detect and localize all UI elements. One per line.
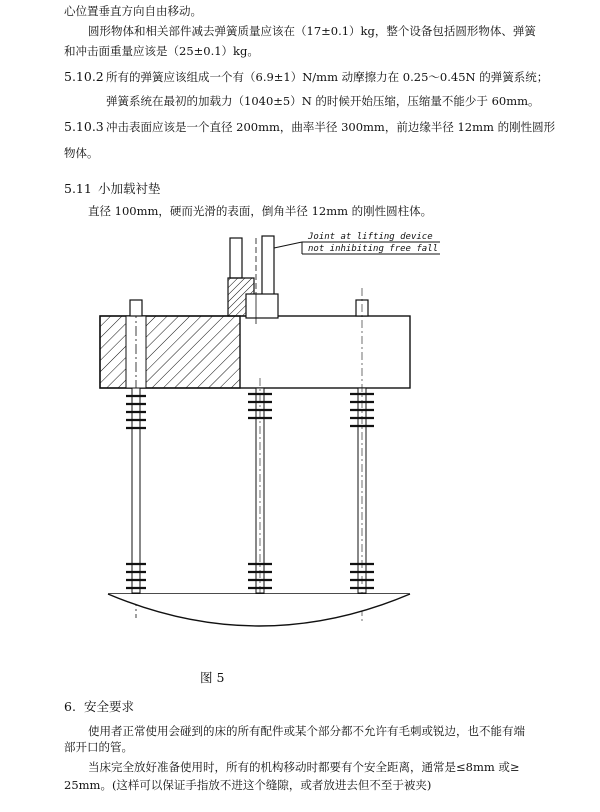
section-5-11-number: 5.11 xyxy=(64,181,92,196)
section-6-number: 6. xyxy=(64,699,76,714)
line-5: 弹簧系统在最初的加载力（1040±5）N 的时候开始压缩，压缩量不能少于 60mm。 xyxy=(106,94,540,108)
line-2: 圆形物体和相关部件减去弹簧质量应该在（17±0.1）kg，整个设备包括圆形物体、弹簧 xyxy=(88,24,536,38)
line-9: 使用者正常使用会碰到的床的所有配件或某个部分都不允许有毛刺或锐边，也不能有端 xyxy=(88,724,525,738)
section-5-10-3-number: 5.10.3 xyxy=(64,119,104,134)
line-12: 25mm。(这样可以保证手指放不进这个缝隙，或者放进去但不至于被夹) xyxy=(64,778,432,792)
annotation-line-1: Joint at lifting device xyxy=(308,232,433,242)
line-11: 当床完全放好准备使用时，所有的机构移动时都要有个安全距离，通常是≤8mm 或≥ xyxy=(88,760,520,774)
line-3: 和冲击面重量应该是（25±0.1）kg。 xyxy=(64,44,259,58)
line-8: 直径 100mm，硬而光滑的表面，倒角半径 12mm 的刚性圆柱体。 xyxy=(88,204,433,218)
line-4: 所有的弹簧应该组成一个有（6.9±1）N/mm 动摩擦力在 0.25～0.45N 的弹簧系统； xyxy=(106,70,549,84)
middle-rod xyxy=(256,378,264,623)
section-5-10-2-number: 5.10.2 xyxy=(64,69,104,84)
line-7: 物体。 xyxy=(64,146,99,160)
section-6-title: 安全要求 xyxy=(84,699,135,714)
annotation-line-2: not inhibiting free fall xyxy=(308,244,439,254)
lifting-joint xyxy=(228,236,278,324)
impact-surface xyxy=(108,594,410,626)
figure-caption: 图 5 xyxy=(200,670,225,685)
figure-5 xyxy=(40,228,560,658)
line-1: 心位置垂直方向自由移动。 xyxy=(64,4,202,18)
section-5-11-title: 小加载衬垫 xyxy=(98,181,161,196)
line-6: 冲击表面应该是一个直径 200mm，曲率半径 300mm，前边缘半径 12mm 的刚性圆形 xyxy=(106,120,556,134)
line-10: 部开口的管。 xyxy=(64,740,133,754)
